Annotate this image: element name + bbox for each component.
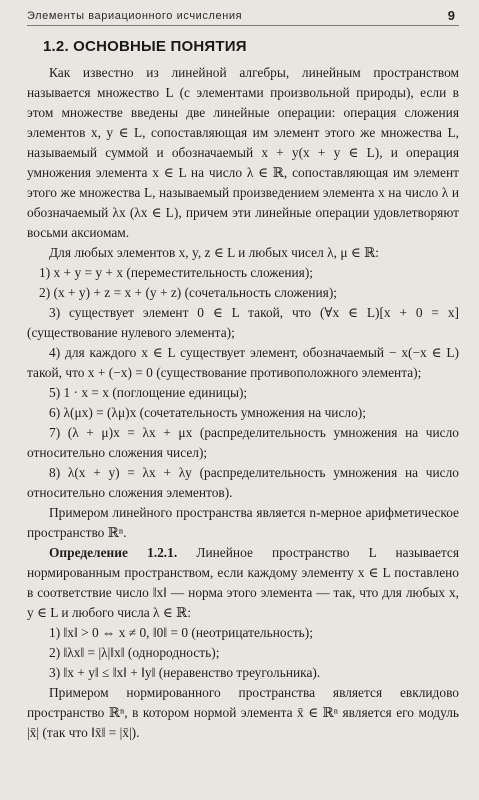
norm-axiom-1: 1) ‖x‖ > 0 ⇔ x ≠ 0, ‖0‖ = 0 (неотрицательность); [49, 625, 313, 640]
axiom-3: 3) существует элемент 0 ∈ L такой, что (∀x ∈ L)[x + 0 = x] (существование нулевого элемента); [27, 305, 459, 340]
axiom-5: 5) 1 · x = x (поглощение единицы); [49, 385, 248, 400]
paragraph-for-any: Для любых элементов x, y, z ∈ L и любых чисел λ, μ ∈ ℝ: [49, 245, 379, 260]
paragraph-example-rn: Примером линейного пространства является n-мерное арифметическое пространство ℝⁿ. [27, 505, 459, 540]
paragraph-linear-space: Как известно из линейной алгебры, линейным пространством называется множество L (с элементами произвольной природы), если в этом множестве введены две линейные операции: операция сложения элементов x, y ∈ L, сопоставляющая им элемент этого же множества L, называемый суммой и обозначаемый x + y(x + y ∈ L), и операция умножения элемента x ∈ L на число λ ∈ ℝ, сопоставляющая им элемент этого же множества L, называемый произведением элемента x на число λ и обозначаемый λx (λx ∈ L), причем эти линейные операции удовлетворяют восьми аксиомам. [27, 65, 459, 240]
running-header [27, 0, 459, 26]
axiom-8: 8) λ(x + y) = λx + λy (распределительность умножения на число относительно сложения элементов). [27, 465, 459, 500]
axiom-1 [27, 263, 459, 283]
body-text [27, 63, 459, 743]
norm-axiom-2: 2) ‖λx‖ = |λ|‖x‖ (однородность); [49, 645, 220, 660]
axiom-7: 7) (λ + μ)x = λx + μx (распределительность умножения на число относительно сложения чисел); [27, 425, 459, 460]
definition-1-2-1 [27, 543, 459, 623]
running-title: Элементы вариационного исчисления [27, 9, 243, 22]
definition-text: Линейное пространство L называется нормированным пространством, если каждому элементу x ∈ L поставлено в соответствие число ‖x‖ — норма этого элемента — так, что для любых x, y ∈ L и любого числа λ ∈ ℝ: [27, 545, 460, 620]
axiom-2-text: 2) (x + y) + z = x + (y + z) (сочетальность сложения); [39, 285, 338, 300]
axiom-1-text: 1) x + y = y + x (переместительность сложения); [39, 265, 313, 280]
norm-axiom-3: 3) ‖x + y‖ ≤ ‖x‖ + ‖y‖ (неравенство треугольника). [49, 665, 321, 680]
definition-label: Определение 1.2.1. [49, 545, 178, 560]
paragraph-example-euclid: Примером нормированного пространства является евклидово пространство ℝⁿ, в котором нормой элемента x̄ ∈ ℝⁿ является его модуль |x̄| (так что ‖x̄‖ = |x̄|). [27, 685, 459, 740]
page-number: 9 [447, 8, 455, 23]
axiom-6: 6) λ(μx) = (λμ)x (сочетательность умножения на число); [49, 405, 366, 420]
axiom-4: 4) для каждого x ∈ L существует элемент, обозначаемый − x(−x ∈ L) такой, что x + (−x) = 0 (существование противоположного элемента); [27, 345, 459, 380]
section-title: 1.2. ОСНОВНЫЕ ПОНЯТИЯ [43, 38, 247, 55]
axiom-2 [27, 283, 459, 303]
